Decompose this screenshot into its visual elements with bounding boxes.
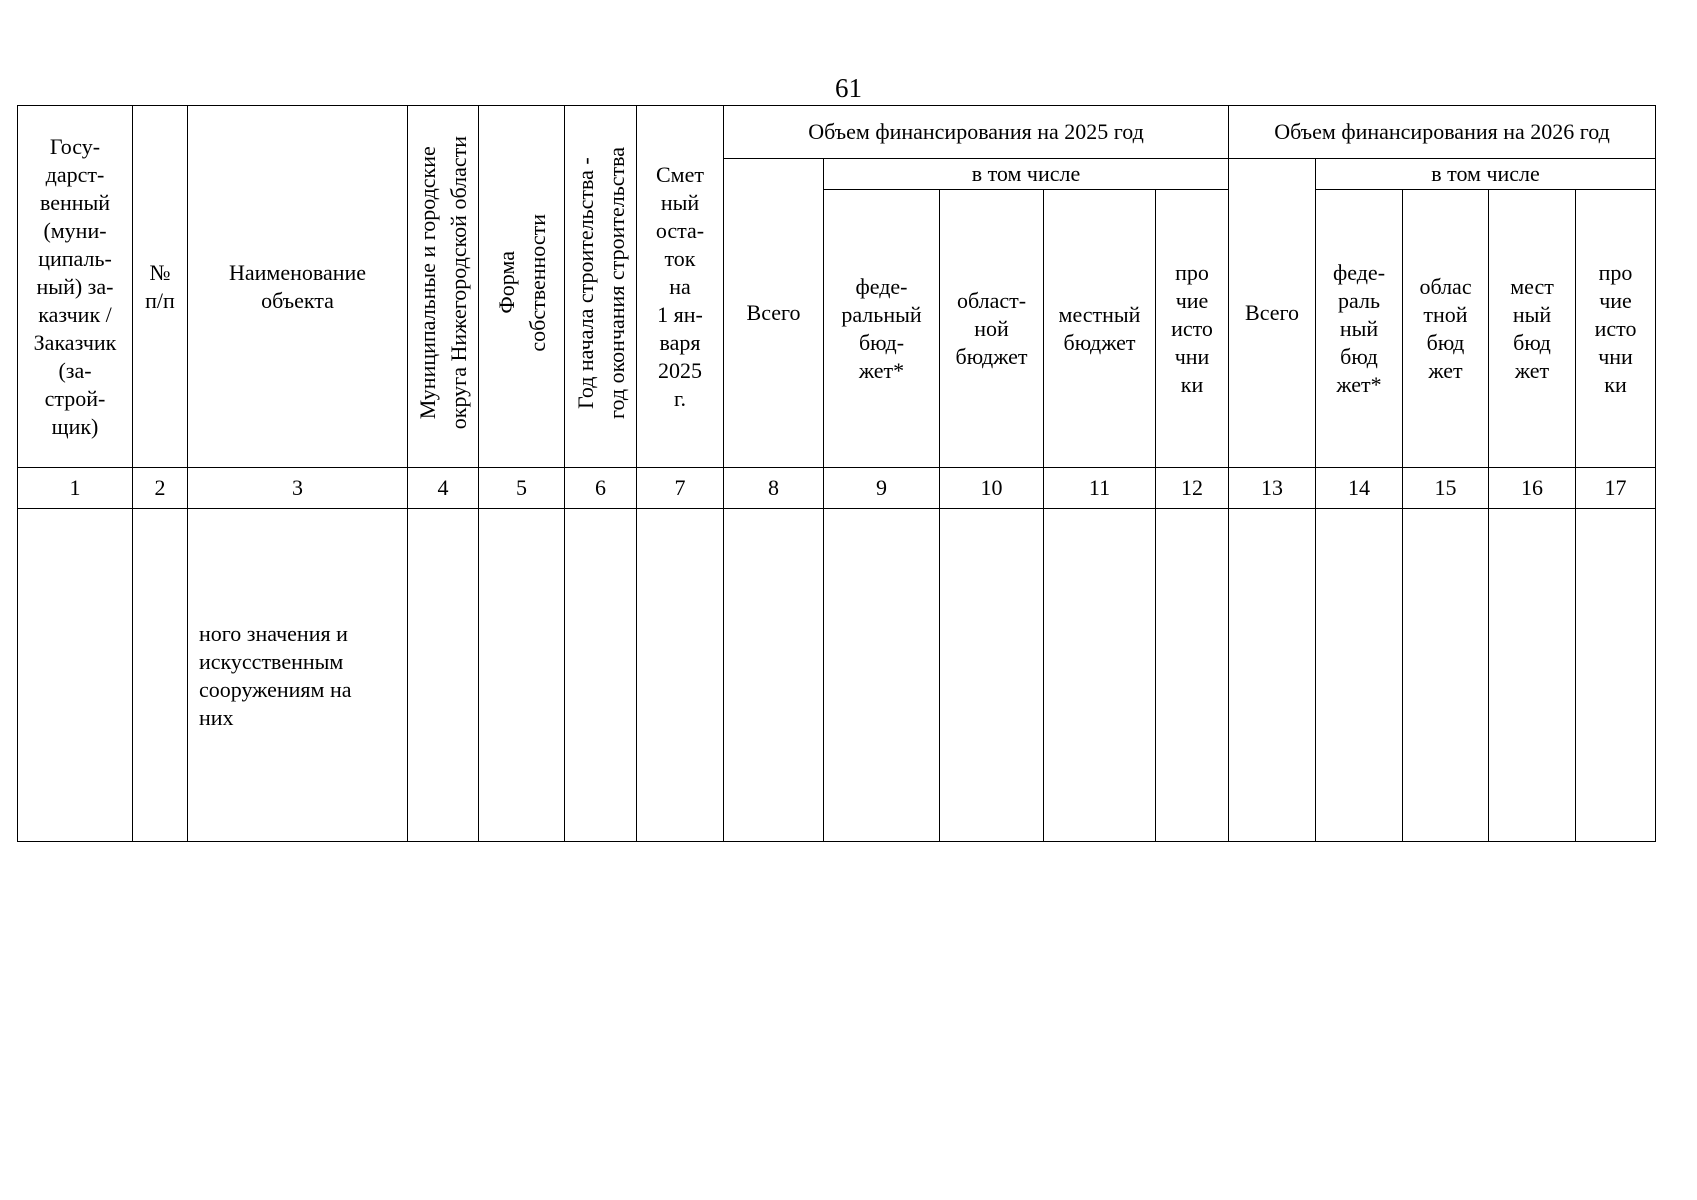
column-number: 15 [1403, 468, 1489, 509]
column-number: 1 [18, 468, 133, 509]
header-local-2025 [1044, 190, 1156, 468]
header-total-2025 [724, 159, 824, 468]
table-row [18, 509, 1656, 842]
column-number: 2 [133, 468, 188, 509]
cell-total-2026 [1229, 509, 1316, 842]
cell-object-name: ного значения и искусственным сооружениям на них [188, 509, 408, 842]
cell-regional-2025 [940, 509, 1044, 842]
header-federal-2025 [824, 190, 940, 468]
header-customer [18, 106, 133, 468]
column-number: 4 [408, 468, 479, 509]
header-total-2026-text: Всего [1245, 300, 1299, 325]
construction-funding-table [17, 105, 1656, 842]
header-other-2026 [1576, 190, 1656, 468]
header-years [565, 106, 637, 468]
cell-federal-2026 [1316, 509, 1403, 842]
header-local-2026-text: мест ный бюд жет [1510, 273, 1554, 383]
column-number: 10 [940, 468, 1044, 509]
column-number: 9 [824, 468, 940, 509]
header-ownership [479, 106, 565, 468]
column-number: 3 [188, 468, 408, 509]
cell-years [565, 509, 637, 842]
header-regional-2025 [940, 190, 1044, 468]
header-remaining-cost-text: Смет ный оста- ток на 1 ян- варя 2025 г. [655, 161, 705, 411]
cell-other-2025 [1156, 509, 1229, 842]
header-funding-2026-text: Объем финансирования на 2026 год [1274, 119, 1610, 144]
column-number: 6 [565, 468, 637, 509]
header-regional-2026 [1403, 190, 1489, 468]
cell-total-2025 [724, 509, 824, 842]
column-number: 12 [1156, 468, 1229, 509]
column-number: 13 [1229, 468, 1316, 509]
column-number: 7 [637, 468, 724, 509]
header-years-text: Год начала строительства - год окончания строительства [572, 147, 629, 419]
header-other-2025 [1156, 190, 1229, 468]
header-object-name [188, 106, 408, 468]
header-number-text: № п/п [145, 259, 175, 313]
header-local-2026 [1489, 190, 1576, 468]
cell-regional-2026 [1403, 509, 1489, 842]
header-federal-2026 [1316, 190, 1403, 468]
header-regional-2025-text: област- ной бюджет [955, 287, 1028, 369]
cell-local-2026 [1489, 509, 1576, 842]
cell-remaining-cost [637, 509, 724, 842]
column-number: 17 [1576, 468, 1656, 509]
column-number: 5 [479, 468, 565, 509]
cell-federal-2025 [824, 509, 940, 842]
column-number: 14 [1316, 468, 1403, 509]
header-number [133, 106, 188, 468]
header-including-2025-text: в том числе [971, 161, 1081, 186]
cell-customer [18, 509, 133, 842]
page-number: 61 [835, 73, 862, 103]
header-municipalities-text: Муниципальные и городские округа Нижегородской области [415, 136, 471, 430]
header-object-name-text: Наименование объекта [228, 259, 367, 313]
header-local-2025-text: местный бюджет [1058, 301, 1141, 355]
header-total-2026 [1229, 159, 1316, 468]
cell-number [133, 509, 188, 842]
column-number: 11 [1044, 468, 1156, 509]
header-federal-2025-text: феде- ральный бюд- жет* [841, 273, 922, 383]
cell-ownership [479, 509, 565, 842]
header-remaining-cost [637, 106, 724, 468]
header-customer-text: Госу- дарст- венный (муни- ципаль- ный) за- казчик / Заказчик (за- строй- щик) [33, 133, 117, 439]
header-including-2026-text: в том числе [1431, 161, 1540, 186]
header-other-2025-text: про чие исто чни ки [1171, 259, 1213, 397]
header-regional-2026-text: облас тной бюд жет [1419, 273, 1472, 383]
column-number: 8 [724, 468, 824, 509]
header-including-2025 [824, 159, 1229, 190]
header-funding-2026 [1229, 106, 1656, 159]
header-municipalities [408, 106, 479, 468]
cell-other-2026 [1576, 509, 1656, 842]
header-ownership-text: Форма собственности [493, 214, 550, 352]
cell-municipalities [408, 509, 479, 842]
column-number: 16 [1489, 468, 1576, 509]
header-federal-2026-text: феде- раль ный бюд жет* [1333, 259, 1386, 397]
cell-local-2025 [1044, 509, 1156, 842]
header-other-2026-text: про чие исто чни ки [1594, 259, 1637, 397]
column-number-row [18, 468, 1656, 509]
header-funding-2025-text: Объем финансирования на 2025 год [808, 119, 1144, 144]
header-total-2025-text: Всего [746, 300, 801, 325]
header-funding-2025 [724, 106, 1229, 159]
header-including-2026 [1316, 159, 1656, 190]
